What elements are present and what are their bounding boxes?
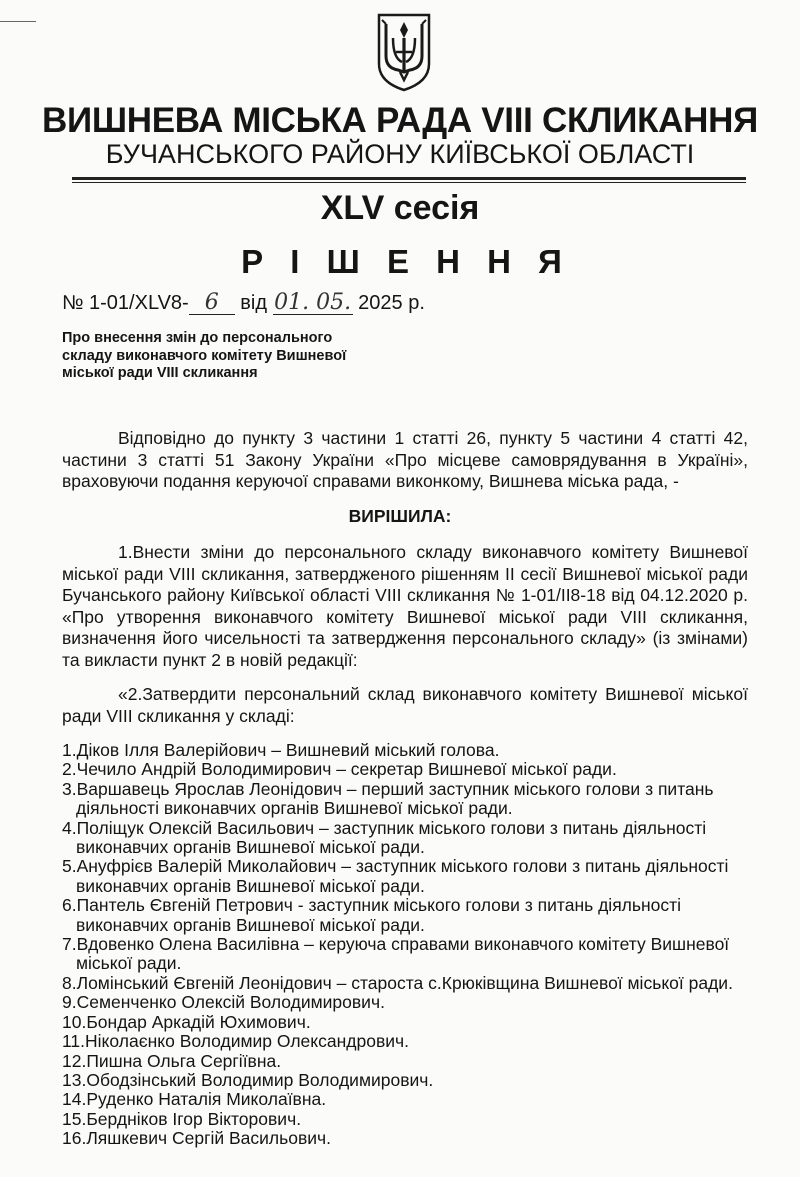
header-rule-thin — [72, 182, 746, 183]
item-2-paragraph: «2.Затвердити персональний склад виконавчого комітету Вишневої міської ради VIII скликання у складі: — [62, 684, 748, 726]
scan-edge-mark — [0, 21, 36, 22]
member-line-continuation: виконавчих органів Вишневої міської ради. — [76, 837, 425, 858]
member-line: 15.Бердніков Ігор Вікторович. — [62, 1108, 302, 1129]
member-line: 1.Діков Ілля Валерійович – Вишневий міський голова. — [62, 740, 500, 760]
member-line: 12.Пишна Ольга Сергіївна. — [62, 1050, 282, 1071]
list-item — [62, 819, 752, 858]
list-item — [62, 1090, 752, 1109]
member-line: 2.Чечило Андрій Володимирович – секретар Вишневої міської ради. — [62, 759, 617, 780]
list-item — [62, 780, 752, 819]
district-name: БУЧАНСЬКОГО РАЙОНУ КИЇВСЬКОЇ ОБЛАСТІ — [105, 139, 695, 169]
committee-members-list — [62, 741, 752, 1149]
member-line: 3.Варшавець Ярослав Леонідович – перший заступник міського голови з питань — [62, 778, 714, 799]
council-name: ВИШНЕВА МІСЬКА РАДА VIII СКЛИКАННЯ — [42, 101, 758, 140]
member-line: 5.Ануфрієв Валерій Миколайович – заступник міського голови з питань діяльності — [62, 856, 729, 877]
list-item — [62, 1032, 752, 1051]
decision-number-prefix: № 1-01/XLV8- — [62, 292, 189, 314]
handwritten-date: 01. 05. — [274, 290, 352, 315]
decision-subject: Про внесення змін до персонального складу виконавчого комітету Вишневої міської ради VIII скликання — [62, 330, 347, 381]
list-item — [62, 993, 752, 1012]
member-line: 14.Руденко Наталія Миколаївна. — [62, 1089, 327, 1110]
list-item — [62, 857, 752, 896]
member-line: 8.Ломінський Євгеній Леонідович – староста с.Крюківщина Вишневої міської ради. — [62, 972, 733, 993]
from-word: від — [240, 292, 268, 314]
session-title: XLV сесія — [320, 189, 480, 227]
trident-coat-of-arms-icon — [376, 12, 432, 92]
list-item — [62, 896, 752, 935]
member-line: 6.Пантель Євгеній Петрович - заступник міського голови з питань діяльності — [62, 895, 682, 916]
decision-title: Р І Ш Е Н Н Я — [241, 243, 571, 280]
member-line: 13.Ободзінський Володимир Володимирович. — [62, 1069, 434, 1090]
list-item — [62, 1110, 752, 1129]
decision-year: 2025 р. — [358, 292, 425, 314]
member-line: 16.Ляшкевич Сергій Васильович. — [62, 1128, 332, 1149]
member-line-continuation: міської ради. — [76, 953, 182, 974]
resolved-label: ВИРІШИЛА: — [348, 506, 452, 526]
member-line: 9.Семенченко Олексій Володимирович. — [62, 992, 385, 1013]
member-line-continuation: виконавчих органів Вишневої міської ради. — [76, 914, 425, 935]
member-line-continuation: виконавчих органів Вишневої міської ради. — [76, 875, 425, 896]
item-1-paragraph: 1.Внести зміни до персонального складу виконавчого комітету Вишневої міської ради VIII скликання, затвердженого рішенням ІІ сесії Вишневої міської ради Бучанського району Київської області VIII скликання № 1-01/ІІ8-18 від 04.12.2020 р. «Про утворення виконавчого комітету Вишневої міської ради VIII скликання, визначення його чисельності та затвердження персонального складу» (із змінами) та викласти пункт 2 в новій редакції: — [62, 542, 748, 670]
preamble-text: Відповідно до пункту 3 частини 1 статті 26, пункту 5 частини 4 статті 42, частини 3 статті 51 Закону України «Про місцеве самоврядування в Україні», враховуючи подання керуючої справами виконкому, Вишнева міська рада, - — [62, 428, 748, 492]
member-line: 4.Поліщук Олексій Васильович – заступник міського голови з питань діяльності — [62, 817, 707, 838]
list-item — [62, 1052, 752, 1071]
list-item — [62, 741, 752, 760]
list-item — [62, 935, 752, 974]
list-item — [62, 974, 752, 993]
handwritten-number: 6 — [189, 292, 235, 315]
member-line: 11.Ніколаєнко Володимир Олександрович. — [62, 1031, 409, 1052]
member-line-continuation: діяльності виконавчих органів Вишневої міської ради. — [76, 798, 513, 819]
list-item — [62, 1071, 752, 1090]
list-item — [62, 1129, 752, 1148]
header-rule-thick — [72, 177, 746, 180]
list-item — [62, 760, 752, 779]
list-item — [62, 1013, 752, 1032]
decision-number-line — [62, 292, 425, 315]
preamble-paragraph — [62, 428, 748, 493]
member-line: 10.Бондар Аркадій Юхимович. — [62, 1011, 311, 1032]
member-line: 7.Вдовенко Олена Василівна – керуюча справами виконавчого комітету Вишневої — [62, 934, 730, 955]
